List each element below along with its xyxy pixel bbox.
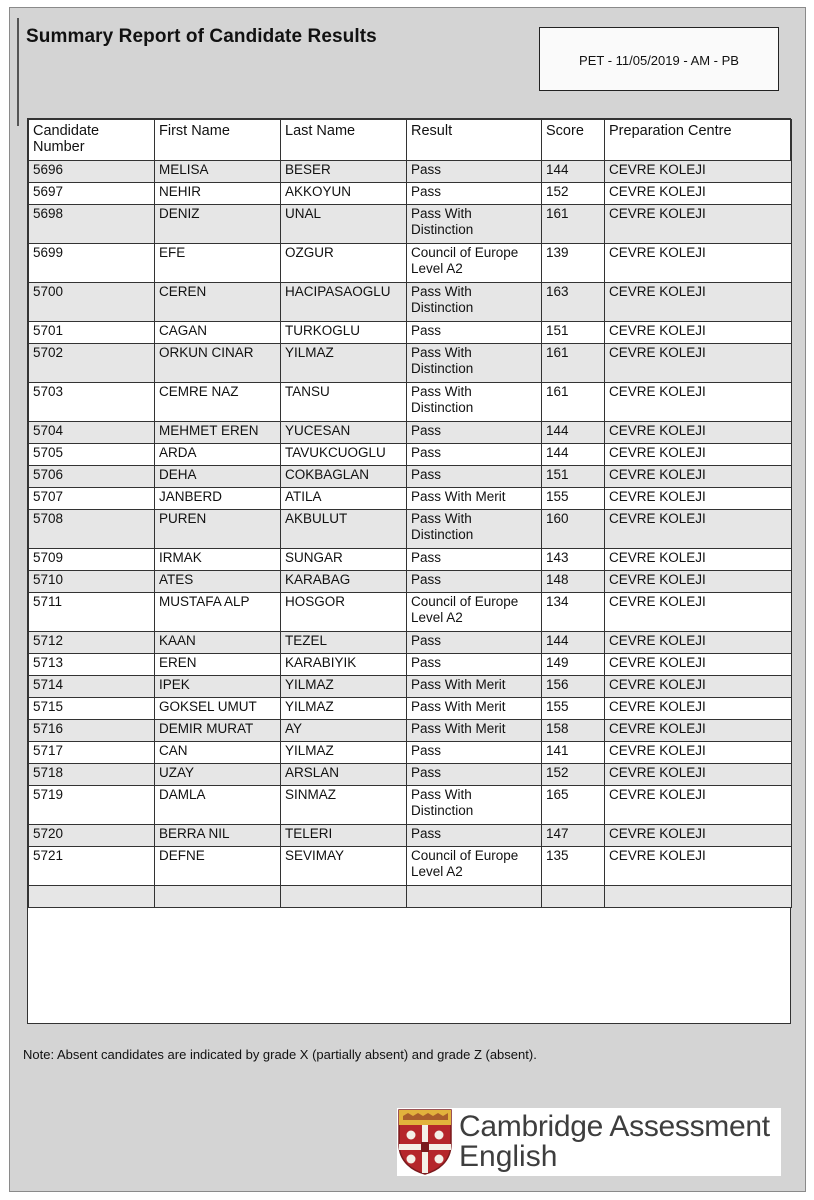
cell-result: Pass [407,632,542,654]
page-title: Summary Report of Candidate Results [26,26,377,47]
cell-last-name: ARSLAN [281,764,407,786]
cell-first-name: KAAN [155,632,281,654]
session-box [539,27,779,91]
cell-first-name: CEREN [155,283,281,322]
cell-last-name: KARABAG [281,571,407,593]
cell-score: 144 [542,161,605,183]
cell-preparation-centre: CEVRE KOLEJI [605,654,792,676]
table-row [29,205,792,244]
cell-preparation-centre: CEVRE KOLEJI [605,322,792,344]
cell-last-name: AKBULUT [281,510,407,549]
table-row [29,676,792,698]
cell-result: Council of Europe Level A2 [407,847,542,886]
cell-candidate-number: 5719 [29,786,155,825]
column-header-last-name: Last Name [281,120,407,161]
table-row [29,244,792,283]
cell-last-name: TEZEL [281,632,407,654]
page-edge-mark [17,18,19,126]
cell-score: 152 [542,183,605,205]
table-row-empty [29,886,792,908]
cell-first-name: CEMRE NAZ [155,383,281,422]
cell-preparation-centre: CEVRE KOLEJI [605,422,792,444]
table-row [29,847,792,886]
cell-empty [542,886,605,908]
cell-first-name: EFE [155,244,281,283]
cell-score: 156 [542,676,605,698]
cell-last-name: YILMAZ [281,698,407,720]
cell-last-name: SINMAZ [281,786,407,825]
cambridge-crest-icon [397,1108,453,1176]
cell-preparation-centre: CEVRE KOLEJI [605,632,792,654]
cell-preparation-centre: CEVRE KOLEJI [605,698,792,720]
cell-last-name: HOSGOR [281,593,407,632]
cell-last-name: SEVIMAY [281,847,407,886]
table-row [29,742,792,764]
table-row [29,593,792,632]
cell-result: Council of Europe Level A2 [407,593,542,632]
cell-preparation-centre: CEVRE KOLEJI [605,283,792,322]
cell-last-name: SUNGAR [281,549,407,571]
table-row [29,383,792,422]
cell-candidate-number: 5707 [29,488,155,510]
cell-preparation-centre: CEVRE KOLEJI [605,161,792,183]
cell-result: Pass [407,825,542,847]
cell-last-name: TANSU [281,383,407,422]
cell-preparation-centre: CEVRE KOLEJI [605,720,792,742]
table-row [29,549,792,571]
table-row [29,632,792,654]
table-row [29,466,792,488]
cell-result: Pass [407,764,542,786]
cell-candidate-number: 5705 [29,444,155,466]
cell-first-name: MELISA [155,161,281,183]
absence-note: Note: Absent candidates are indicated by grade X (partially absent) and grade Z (absent). [23,1047,537,1062]
cell-preparation-centre: CEVRE KOLEJI [605,825,792,847]
logo-wordmark [459,1112,770,1172]
results-table-frame [27,118,791,1024]
cell-candidate-number: 5696 [29,161,155,183]
cell-preparation-centre: CEVRE KOLEJI [605,183,792,205]
cell-preparation-centre: CEVRE KOLEJI [605,847,792,886]
cell-score: 143 [542,549,605,571]
cell-candidate-number: 5697 [29,183,155,205]
cell-preparation-centre: CEVRE KOLEJI [605,344,792,383]
table-row [29,825,792,847]
cell-first-name: PUREN [155,510,281,549]
results-table [28,119,792,908]
cell-candidate-number: 5709 [29,549,155,571]
cell-result: Pass With Merit [407,720,542,742]
cell-first-name: DENIZ [155,205,281,244]
cell-score: 141 [542,742,605,764]
cell-preparation-centre: CEVRE KOLEJI [605,444,792,466]
cell-result: Pass With Distinction [407,786,542,825]
table-row [29,183,792,205]
cell-score: 135 [542,847,605,886]
cell-last-name: AY [281,720,407,742]
cell-first-name: EREN [155,654,281,676]
cell-score: 163 [542,283,605,322]
cell-result: Pass [407,322,542,344]
cell-score: 152 [542,764,605,786]
column-header-first-name: First Name [155,120,281,161]
cell-first-name: ATES [155,571,281,593]
table-row [29,488,792,510]
cell-last-name: TAVUKCUOGLU [281,444,407,466]
cell-candidate-number: 5715 [29,698,155,720]
logo-line-1: Cambridge Assessment [459,1110,770,1143]
cell-first-name: CAGAN [155,322,281,344]
cell-candidate-number: 5708 [29,510,155,549]
cell-result: Pass With Merit [407,488,542,510]
cell-preparation-centre: CEVRE KOLEJI [605,593,792,632]
cell-first-name: JANBERD [155,488,281,510]
cell-preparation-centre: CEVRE KOLEJI [605,205,792,244]
cell-last-name: YILMAZ [281,344,407,383]
cell-first-name: UZAY [155,764,281,786]
column-header-result: Result [407,120,542,161]
cell-result: Pass With Distinction [407,510,542,549]
cell-preparation-centre: CEVRE KOLEJI [605,383,792,422]
table-row [29,698,792,720]
cell-candidate-number: 5704 [29,422,155,444]
cell-preparation-centre: CEVRE KOLEJI [605,764,792,786]
cell-last-name: COKBAGLAN [281,466,407,488]
session-label: PET - 11/05/2019 - AM - PB [579,52,739,68]
cell-first-name: DEFNE [155,847,281,886]
cell-score: 161 [542,344,605,383]
cell-score: 151 [542,322,605,344]
cell-last-name: ATILA [281,488,407,510]
cell-last-name: YILMAZ [281,676,407,698]
cell-first-name: BERRA NIL [155,825,281,847]
cell-candidate-number: 5716 [29,720,155,742]
cell-result: Pass With Distinction [407,383,542,422]
cell-result: Pass With Distinction [407,205,542,244]
cell-candidate-number: 5706 [29,466,155,488]
cell-result: Pass [407,654,542,676]
cell-result: Pass [407,742,542,764]
cell-candidate-number: 5703 [29,383,155,422]
cell-candidate-number: 5702 [29,344,155,383]
cell-candidate-number: 5701 [29,322,155,344]
cell-candidate-number: 5717 [29,742,155,764]
cell-last-name: BESER [281,161,407,183]
table-row [29,161,792,183]
cell-score: 155 [542,488,605,510]
table-row [29,571,792,593]
cell-first-name: MUSTAFA ALP [155,593,281,632]
results-table-body [29,161,792,908]
cell-candidate-number: 5699 [29,244,155,283]
cell-score: 149 [542,654,605,676]
cell-preparation-centre: CEVRE KOLEJI [605,676,792,698]
cell-empty [281,886,407,908]
cell-result: Pass [407,183,542,205]
table-row [29,786,792,825]
table-row [29,510,792,549]
cell-preparation-centre: CEVRE KOLEJI [605,510,792,549]
cell-score: 161 [542,205,605,244]
cell-score: 155 [542,698,605,720]
cell-last-name: YUCESAN [281,422,407,444]
cell-candidate-number: 5712 [29,632,155,654]
cell-last-name: OZGUR [281,244,407,283]
logo-line-2: English [459,1140,558,1173]
table-row [29,283,792,322]
cell-first-name: MEHMET EREN [155,422,281,444]
cell-score: 144 [542,444,605,466]
cell-first-name: ARDA [155,444,281,466]
table-row [29,654,792,676]
cell-first-name: ORKUN CINAR [155,344,281,383]
cell-preparation-centre: CEVRE KOLEJI [605,488,792,510]
cell-result: Pass With Merit [407,698,542,720]
cell-candidate-number: 5718 [29,764,155,786]
cell-first-name: DEMIR MURAT [155,720,281,742]
cell-empty [407,886,542,908]
cell-last-name: TURKOGLU [281,322,407,344]
cell-candidate-number: 5713 [29,654,155,676]
cell-result: Pass [407,466,542,488]
cell-candidate-number: 5721 [29,847,155,886]
table-row [29,444,792,466]
cell-score: 144 [542,632,605,654]
cell-last-name: AKKOYUN [281,183,407,205]
cell-score: 161 [542,383,605,422]
cell-result: Pass [407,549,542,571]
table-header-row [29,120,792,161]
cell-last-name: YILMAZ [281,742,407,764]
cell-last-name: KARABIYIK [281,654,407,676]
cell-candidate-number: 5711 [29,593,155,632]
cell-first-name: GOKSEL UMUT [155,698,281,720]
cell-preparation-centre: CEVRE KOLEJI [605,571,792,593]
cell-last-name: TELERI [281,825,407,847]
cell-result: Council of Europe Level A2 [407,244,542,283]
cell-result: Pass With Distinction [407,283,542,322]
cell-last-name: HACIPASAOGLU [281,283,407,322]
cell-empty [29,886,155,908]
cell-score: 139 [542,244,605,283]
report-page [9,7,806,1192]
cell-empty [155,886,281,908]
column-header-candidate-number: Candidate Number [29,120,155,161]
cell-result: Pass [407,422,542,444]
cell-score: 147 [542,825,605,847]
cell-last-name: UNAL [281,205,407,244]
cell-candidate-number: 5700 [29,283,155,322]
cell-result: Pass [407,161,542,183]
cell-score: 160 [542,510,605,549]
cell-candidate-number: 5720 [29,825,155,847]
cell-result: Pass With Merit [407,676,542,698]
cell-preparation-centre: CEVRE KOLEJI [605,244,792,283]
cell-preparation-centre: CEVRE KOLEJI [605,466,792,488]
cell-preparation-centre: CEVRE KOLEJI [605,549,792,571]
cell-candidate-number: 5710 [29,571,155,593]
cell-empty [605,886,792,908]
cell-first-name: NEHIR [155,183,281,205]
cell-score: 144 [542,422,605,444]
table-row [29,322,792,344]
cell-first-name: DAMLA [155,786,281,825]
table-row [29,720,792,742]
cell-candidate-number: 5698 [29,205,155,244]
column-header-preparation-centre: Preparation Centre [605,120,792,161]
cell-score: 158 [542,720,605,742]
cell-score: 148 [542,571,605,593]
cell-candidate-number: 5714 [29,676,155,698]
column-header-score: Score [542,120,605,161]
cell-preparation-centre: CEVRE KOLEJI [605,786,792,825]
table-row [29,422,792,444]
cell-score: 134 [542,593,605,632]
cell-first-name: IRMAK [155,549,281,571]
cell-first-name: IPEK [155,676,281,698]
table-row [29,764,792,786]
cell-score: 165 [542,786,605,825]
cell-result: Pass [407,571,542,593]
cell-result: Pass With Distinction [407,344,542,383]
cambridge-logo [397,1108,781,1176]
cell-first-name: DEHA [155,466,281,488]
cell-preparation-centre: CEVRE KOLEJI [605,742,792,764]
cell-result: Pass [407,444,542,466]
cell-first-name: CAN [155,742,281,764]
table-row [29,344,792,383]
cell-score: 151 [542,466,605,488]
